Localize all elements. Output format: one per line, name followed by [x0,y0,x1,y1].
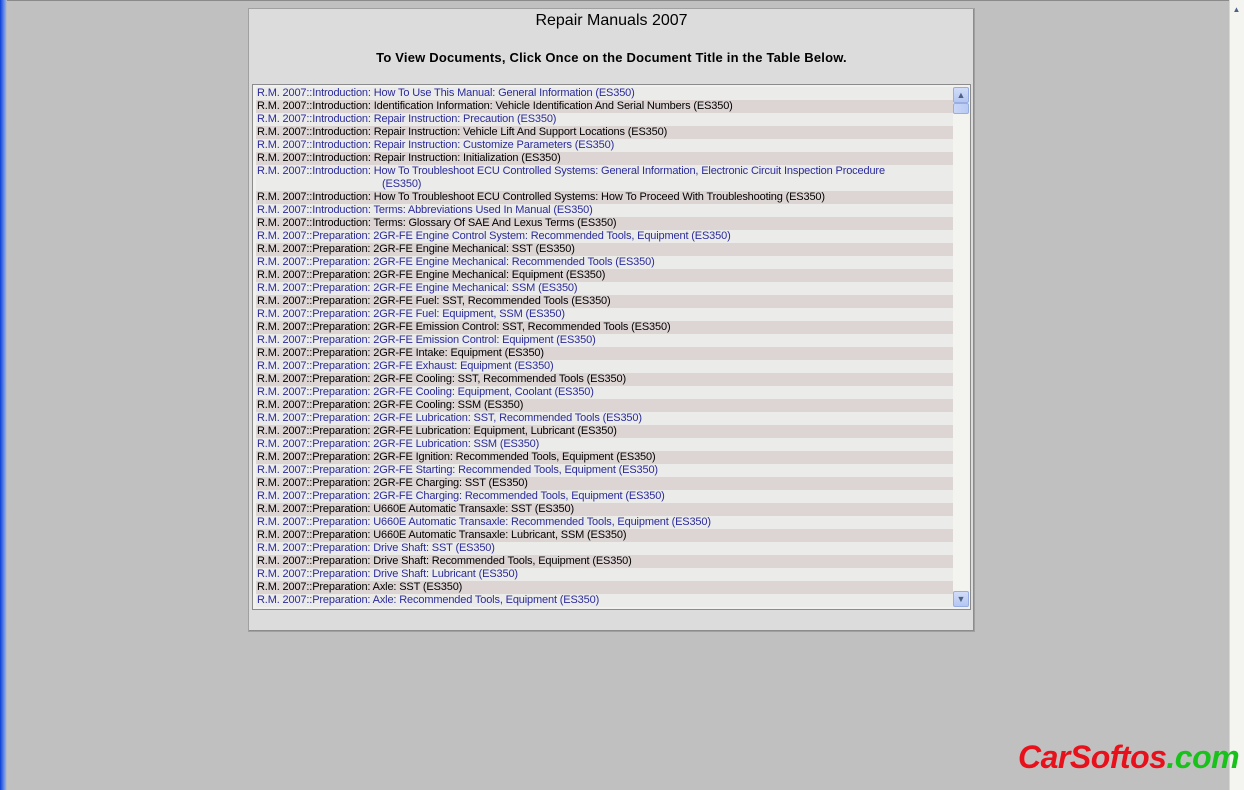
document-row[interactable] [256,386,953,399]
document-row[interactable] [256,204,953,217]
document-row[interactable] [256,490,953,503]
document-title: R.M. 2007::Preparation: 2GR-FE Ignition: Recommended Tools, Equipment (ES350) [257,451,656,463]
document-row[interactable] [256,568,953,581]
document-title: R.M. 2007::Introduction: How To Troubleshoot ECU Controlled Systems: How To Proceed With Troubleshooting (ES350) [257,191,825,203]
document-title: R.M. 2007::Preparation: U660E Automatic Transaxle: Recommended Tools, Equipment (ES350) [257,516,711,528]
document-row[interactable] [256,152,953,165]
document-list[interactable] [256,87,953,607]
document-row[interactable] [256,464,953,477]
document-row[interactable] [256,113,953,126]
document-row[interactable] [256,399,953,412]
document-title: R.M. 2007::Preparation: 2GR-FE Engine Mechanical: SST (ES350) [257,243,575,255]
document-title: R.M. 2007::Preparation: 2GR-FE Lubrication: SST, Recommended Tools (ES350) [257,412,642,424]
document-title: R.M. 2007::Preparation: 2GR-FE Engine Control System: Recommended Tools, Equipment (ES350) [257,230,731,242]
window-left-edge [0,0,7,790]
document-title: R.M. 2007::Preparation: 2GR-FE Fuel: Equipment, SSM (ES350) [257,308,565,320]
watermark-logo [1018,739,1239,776]
document-row[interactable] [256,295,953,308]
document-row[interactable] [256,165,953,191]
document-row[interactable] [256,321,953,334]
document-row[interactable] [256,191,953,204]
document-row[interactable] [256,360,953,373]
document-list-frame [252,84,971,610]
document-row[interactable] [256,269,953,282]
document-title: R.M. 2007::Preparation: Axle: Recommended Tools, Equipment (ES350) [257,594,600,606]
document-row[interactable] [256,256,953,269]
document-title: R.M. 2007::Introduction: Repair Instruction: Customize Parameters (ES350) [257,139,615,151]
scroll-thumb[interactable] [953,103,969,114]
chevron-down-icon: ▼ [956,594,966,604]
page-title: Repair Manuals 2007 [535,12,688,29]
chevron-up-icon: ▲ [956,90,966,100]
document-title: R.M. 2007::Preparation: 2GR-FE Lubrication: Equipment, Lubricant (ES350) [257,425,617,437]
instruction-text: To View Documents, Click Once on the Document Title in the Table Below. [376,50,847,65]
document-title: R.M. 2007::Preparation: Axle: SST (ES350) [257,581,463,593]
window-top-border [0,0,1244,1]
document-title: R.M. 2007::Introduction: How To Use This Manual: General Information (ES350) [257,87,635,99]
document-title: R.M. 2007::Preparation: Drive Shaft: Lubricant (ES350) [257,568,518,580]
document-title: R.M. 2007::Preparation: 2GR-FE Engine Mechanical: Recommended Tools (ES350) [257,256,655,268]
document-title: R.M. 2007::Introduction: How To Troubleshoot ECU Controlled Systems: General Information, Electronic Circuit Inspection Procedure [257,165,885,177]
document-title: R.M. 2007::Preparation: 2GR-FE Emission Control: Equipment (ES350) [257,334,596,346]
list-scrollbar[interactable] [953,87,969,607]
document-row[interactable] [256,100,953,113]
document-title: R.M. 2007::Preparation: 2GR-FE Exhaust: Equipment (ES350) [257,360,554,372]
document-title: R.M. 2007::Preparation: 2GR-FE Engine Mechanical: SSM (ES350) [257,282,578,294]
document-title: R.M. 2007::Preparation: 2GR-FE Charging: Recommended Tools, Equipment (ES350) [257,490,665,502]
document-title: R.M. 2007::Preparation: 2GR-FE Fuel: SST, Recommended Tools (ES350) [257,295,611,307]
document-row[interactable] [256,425,953,438]
document-row[interactable] [256,542,953,555]
document-row[interactable] [256,347,953,360]
document-title: R.M. 2007::Preparation: 2GR-FE Intake: Equipment (ES350) [257,347,544,359]
document-row[interactable] [256,87,953,100]
document-title: R.M. 2007::Preparation: 2GR-FE Charging: SST (ES350) [257,477,528,489]
document-title: R.M. 2007::Preparation: 2GR-FE Emission Control: SST, Recommended Tools (ES350) [257,321,671,333]
scroll-down-button[interactable] [953,591,969,607]
document-row[interactable] [256,581,953,594]
document-row[interactable] [256,555,953,568]
document-row[interactable] [256,516,953,529]
watermark-tld: .com [1166,739,1240,775]
page-scrollbar[interactable] [1229,0,1244,790]
document-title: R.M. 2007::Preparation: U660E Automatic Transaxle: Lubricant, SSM (ES350) [257,529,627,541]
document-title: R.M. 2007::Preparation: 2GR-FE Starting: Recommended Tools, Equipment (ES350) [257,464,658,476]
document-title: R.M. 2007::Introduction: Repair Instruction: Initialization (ES350) [257,152,561,164]
page-scroll-up-button[interactable] [1229,1,1244,17]
document-title: R.M. 2007::Introduction: Terms: Glossary Of SAE And Lexus Terms (ES350) [257,217,617,229]
document-title: R.M. 2007::Introduction: Repair Instruction: Vehicle Lift And Support Locations (ES350) [257,126,668,138]
document-title: R.M. 2007::Preparation: Drive Shaft: SST (ES350) [257,542,495,554]
document-row[interactable] [256,412,953,425]
document-row[interactable] [256,438,953,451]
document-row[interactable] [256,308,953,321]
document-title: R.M. 2007::Introduction: Identification Information: Vehicle Identification And Serial Numbers (ES350) [257,100,733,112]
document-title: R.M. 2007::Preparation: 2GR-FE Cooling: Equipment, Coolant (ES350) [257,386,594,398]
document-row[interactable] [256,217,953,230]
document-title: R.M. 2007::Preparation: 2GR-FE Cooling: SSM (ES350) [257,399,524,411]
document-row[interactable] [256,334,953,347]
document-title: R.M. 2007::Preparation: U660E Automatic Transaxle: SST (ES350) [257,503,574,515]
document-title: R.M. 2007::Introduction: Repair Instruction: Precaution (ES350) [257,113,557,125]
document-row[interactable] [256,477,953,490]
chevron-up-icon: ▲ [1232,4,1241,14]
document-row[interactable] [256,282,953,295]
document-title-continuation: (ES350) [382,178,422,190]
document-title: R.M. 2007::Preparation: Drive Shaft: Recommended Tools, Equipment (ES350) [257,555,632,567]
document-row[interactable] [256,373,953,386]
document-title: R.M. 2007::Introduction: Terms: Abbreviations Used In Manual (ES350) [257,204,593,216]
document-title: R.M. 2007::Preparation: 2GR-FE Cooling: SST, Recommended Tools (ES350) [257,373,626,385]
watermark-brand: CarSoftos [1018,739,1167,775]
document-row[interactable] [256,126,953,139]
document-row[interactable] [256,529,953,542]
document-row[interactable] [256,451,953,464]
document-row[interactable] [256,139,953,152]
document-title: R.M. 2007::Preparation: 2GR-FE Engine Mechanical: Equipment (ES350) [257,269,606,281]
document-row[interactable] [256,503,953,516]
document-row[interactable] [256,243,953,256]
document-row[interactable] [256,230,953,243]
document-row[interactable] [256,594,953,607]
document-title: R.M. 2007::Preparation: 2GR-FE Lubrication: SSM (ES350) [257,438,540,450]
scroll-up-button[interactable] [953,87,969,103]
